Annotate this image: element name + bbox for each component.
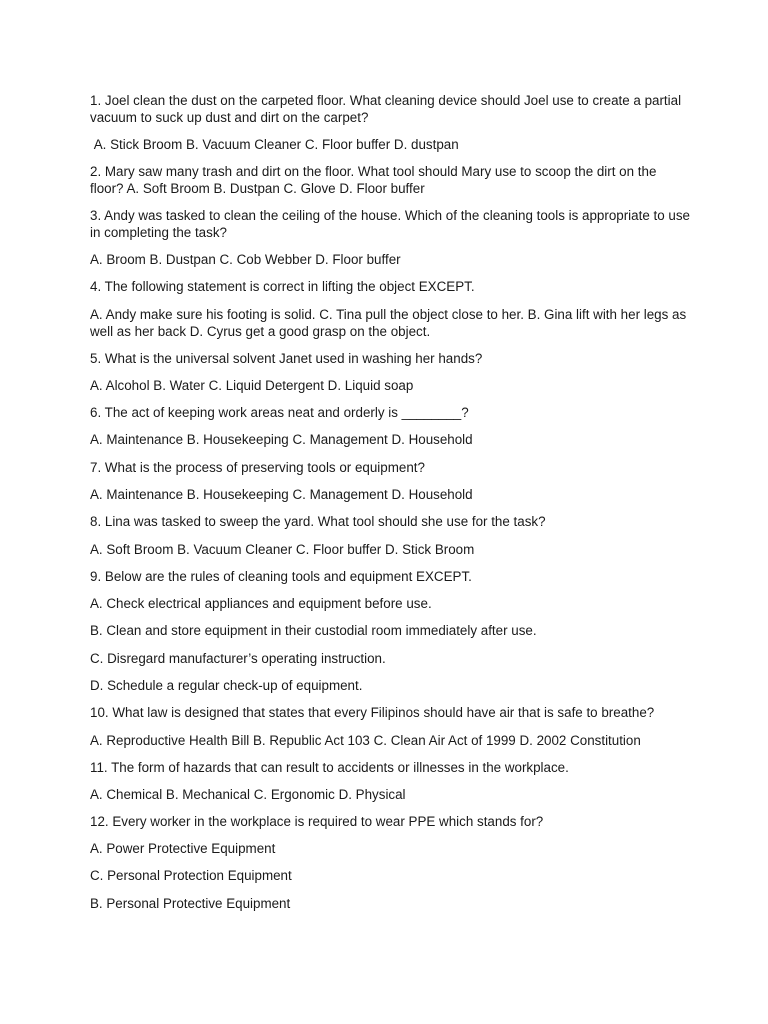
question-9-choice-b: B. Clean and store equipment in their custodial room immediately after use. bbox=[90, 623, 537, 638]
question-9-choice-a: A. Check electrical appliances and equipment before use. bbox=[90, 596, 432, 611]
question-11: 11. The form of hazards that can result to accidents or illnesses in the workplace. bbox=[90, 760, 569, 775]
question-6-choices: A. Maintenance B. Housekeeping C. Management D. Household bbox=[90, 432, 473, 447]
question-12-choice-c: C. Personal Protection Equipment bbox=[90, 868, 292, 883]
question-3: 3. Andy was tasked to clean the ceiling of the house. Which of the cleaning tools is appropriate to use in completing the task? bbox=[90, 208, 694, 240]
question-2: 2. Mary saw many trash and dirt on the floor. What tool should Mary use to scoop the dirt on the floor? A. Soft Broom B. Dustpan C. Glove D. Floor buffer bbox=[90, 164, 661, 196]
question-10-choices: A. Reproductive Health Bill B. Republic Act 103 C. Clean Air Act of 1999 D. 2002 Constitution bbox=[90, 733, 641, 748]
question-7-choices: A. Maintenance B. Housekeeping C. Management D. Household bbox=[90, 487, 473, 502]
question-6: 6. The act of keeping work areas neat and orderly is ________? bbox=[90, 405, 469, 420]
question-11-choices: A. Chemical B. Mechanical C. Ergonomic D. Physical bbox=[90, 787, 406, 802]
question-3-choices: A. Broom B. Dustpan C. Cob Webber D. Floor buffer bbox=[90, 252, 401, 267]
question-12-choice-a: A. Power Protective Equipment bbox=[90, 841, 276, 856]
question-10: 10. What law is designed that states that every Filipinos should have air that is safe to breathe? bbox=[90, 705, 655, 720]
question-8: 8. Lina was tasked to sweep the yard. What tool should she use for the task? bbox=[90, 514, 546, 529]
question-4: 4. The following statement is correct in lifting the object EXCEPT. bbox=[90, 279, 475, 294]
question-1: 1. Joel clean the dust on the carpeted floor. What cleaning device should Joel use to create a partial vacuum to suck up dust and dirt on the carpet? bbox=[90, 93, 685, 125]
question-5: 5. What is the universal solvent Janet used in washing her hands? bbox=[90, 351, 483, 366]
question-9-choice-c: C. Disregard manufacturer’s operating instruction. bbox=[90, 651, 386, 666]
question-8-choices: A. Soft Broom B. Vacuum Cleaner C. Floor buffer D. Stick Broom bbox=[90, 542, 475, 557]
question-9-choice-d: D. Schedule a regular check-up of equipment. bbox=[90, 678, 363, 693]
question-12: 12. Every worker in the workplace is required to wear PPE which stands for? bbox=[90, 814, 544, 829]
question-5-choices: A. Alcohol B. Water C. Liquid Detergent D. Liquid soap bbox=[90, 378, 414, 393]
question-4-choices: A. Andy make sure his footing is solid. C. Tina pull the object close to her. B. Gina lift with her legs as well as her back D. Cyrus get a good grasp on the object. bbox=[90, 307, 690, 339]
question-7: 7. What is the process of preserving tools or equipment? bbox=[90, 460, 425, 475]
question-1-choices: A. Stick Broom B. Vacuum Cleaner C. Floor buffer D. dustpan bbox=[90, 137, 459, 152]
question-9: 9. Below are the rules of cleaning tools and equipment EXCEPT. bbox=[90, 569, 472, 584]
question-12-choice-b: B. Personal Protective Equipment bbox=[90, 896, 291, 911]
